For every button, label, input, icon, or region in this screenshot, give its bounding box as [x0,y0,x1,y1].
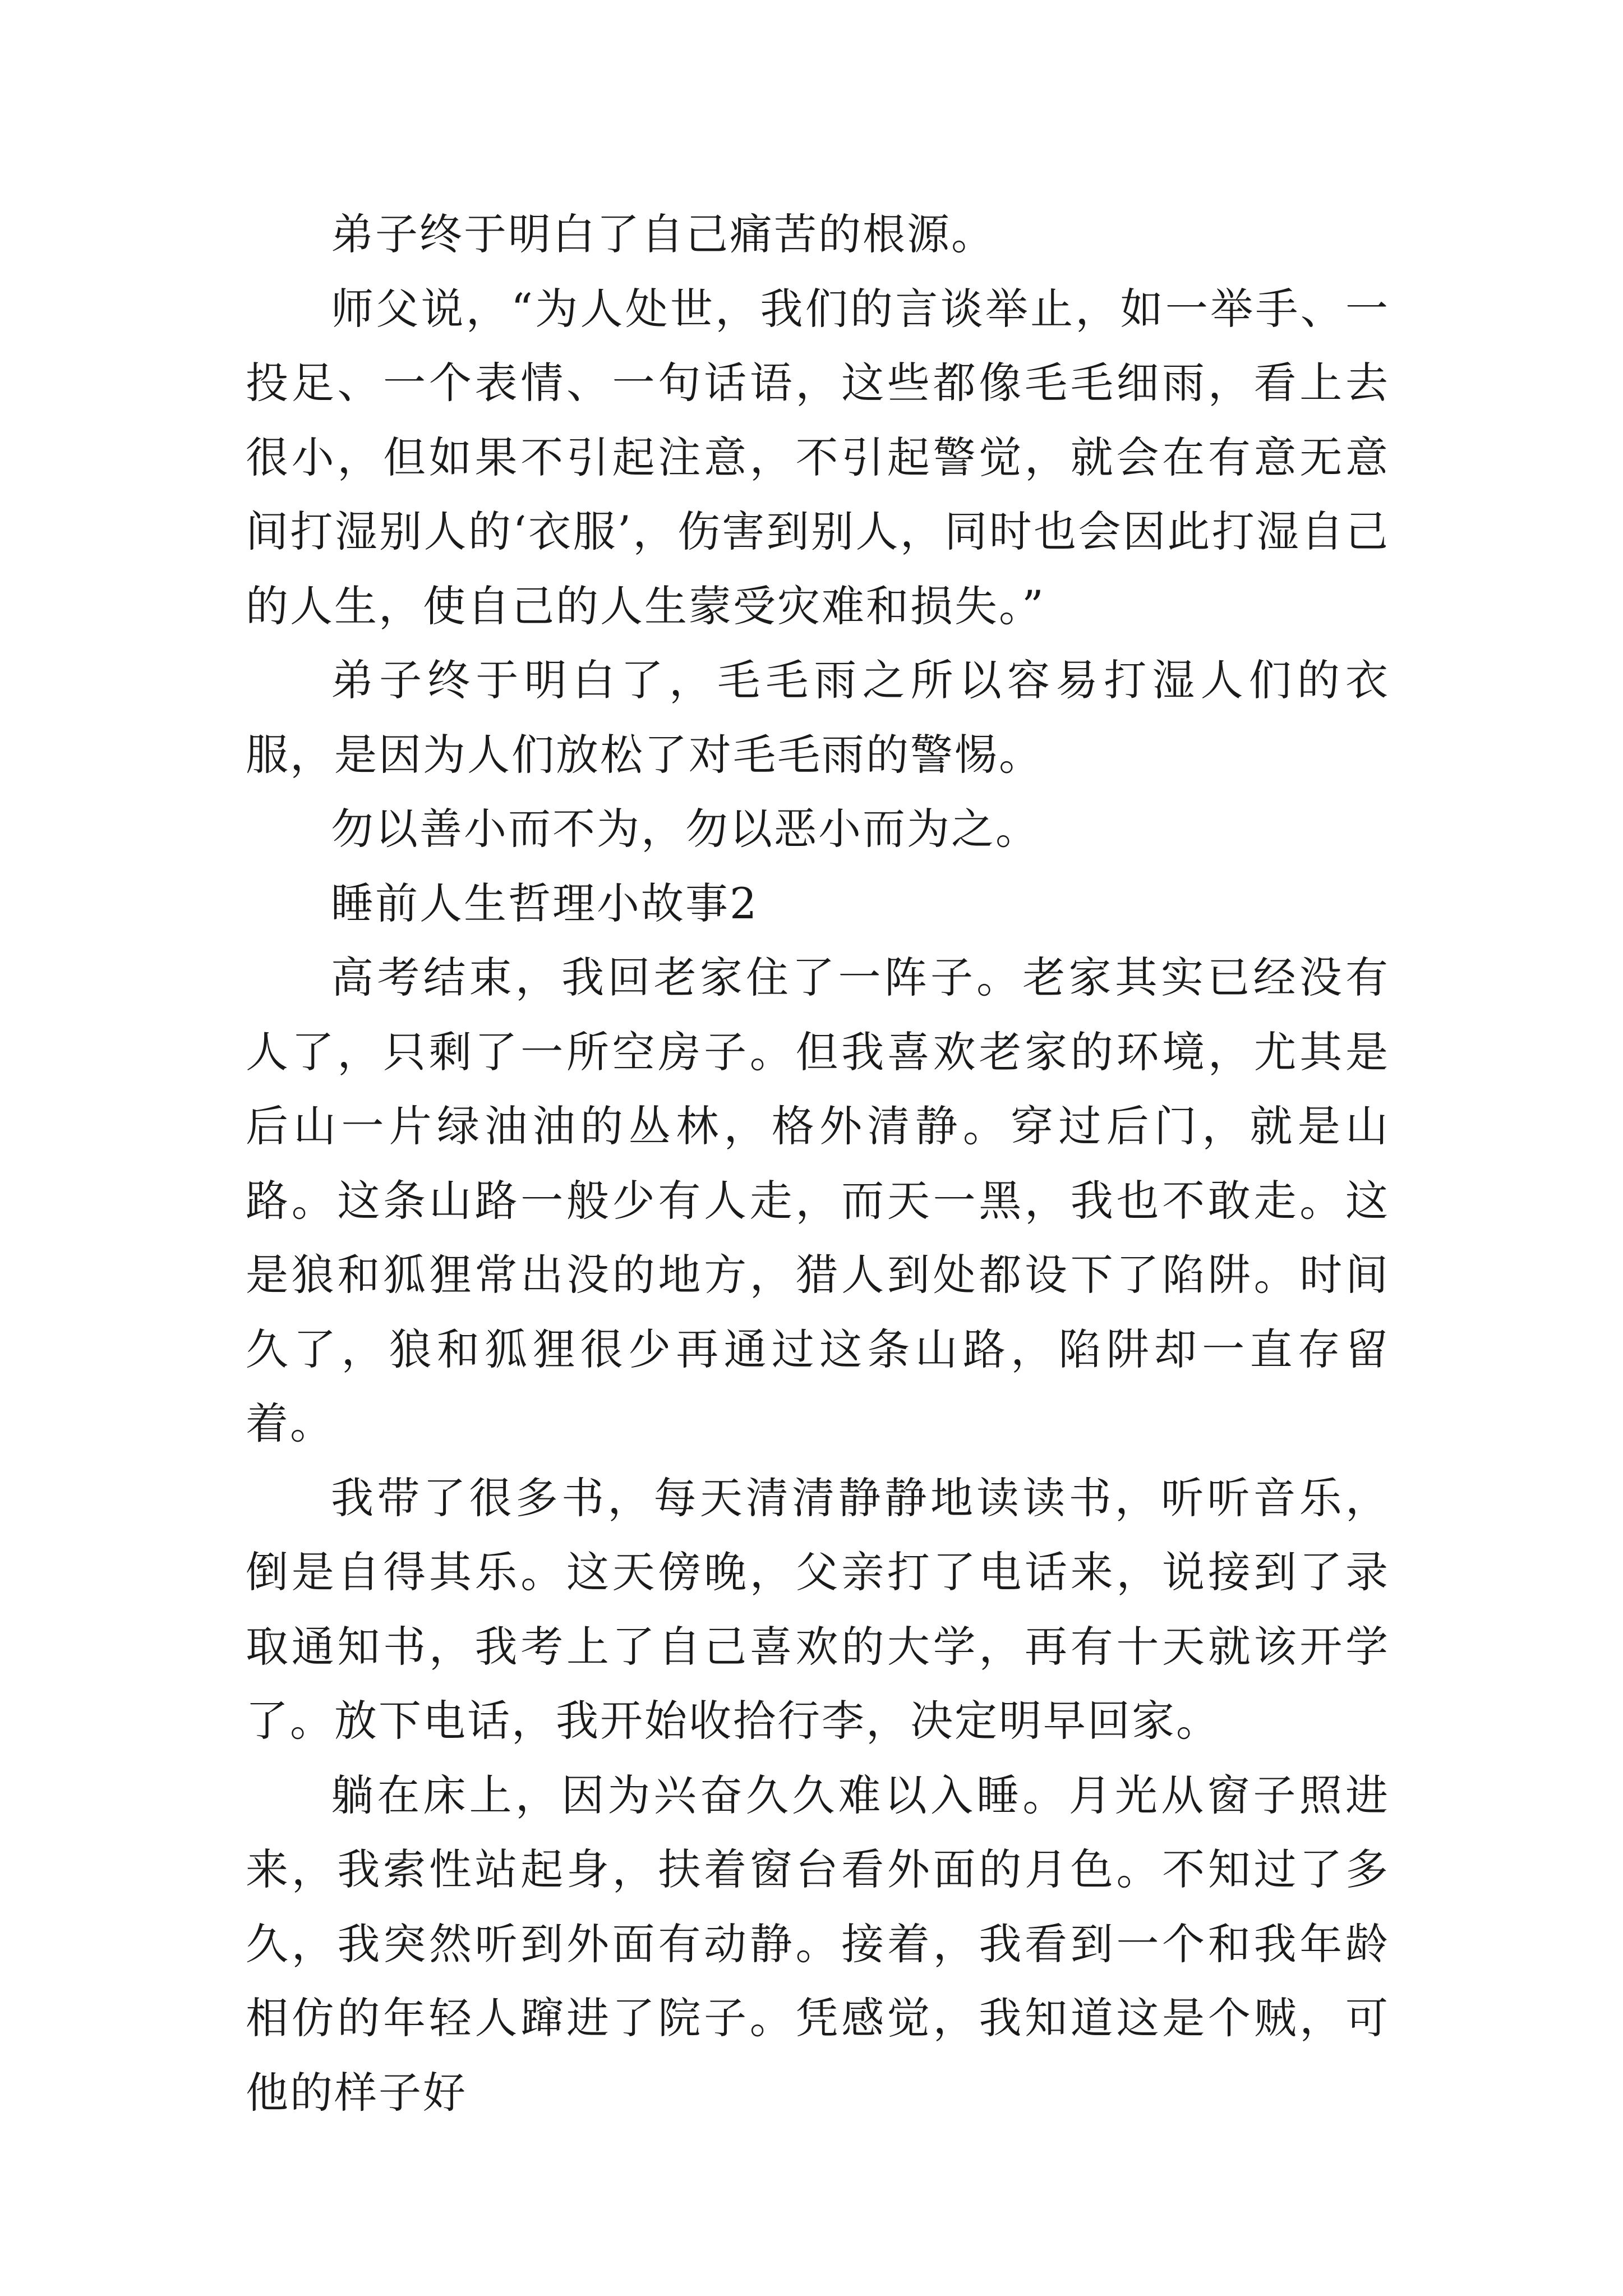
paragraph-2: 师父说，“为人处世，我们的言谈举止，如一举手、一投足、一个表情、一句话语，这些都像毛毛细雨，看上去很小，但如果不引起注意，不引起警觉，就会在有意无意间打湿别人的‘衣服’，伤害到别人，同时也会因此打湿自己的人生，使自己的人生蒙受灾难和损失。” [246,283,1390,631]
paragraph-5: 高考结束，我回老家住了一阵子。老家其实已经没有人了，只剩了一所空房子。但我喜欢老家的环境，尤其是后山一片绿油油的丛林，格外清静。穿过后门，就是山路。这条山路一般少有人走，而天一黑，我也不敢走。这是狼和狐狸常出没的地方，猎人到处都设下了陷阱。时间久了，狼和狐狸很少再通过这条山路，陷阱却一直存留着。 [246,953,1390,1448]
paragraph-3: 弟子终于明白了，毛毛雨之所以容易打湿人们的衣服，是因为人们放松了对毛毛雨的警惕。 [246,655,1390,780]
paragraph-7: 躺在床上，因为兴奋久久难以入睡。月光从窗子照进来，我索性站起身，扶着窗台看外面的月色。不知过了多久，我突然听到外面有动静。接着，我看到一个和我年龄相仿的年轻人蹿进了院子。凭感觉，我知道这是个贼，可他的样子好 [246,1770,1390,2118]
section-heading: 睡前人生哲理小故事2 [331,878,759,928]
paragraph-1: 弟子终于明白了自己痛苦的根源。 [331,209,995,259]
paragraph-4: 勿以善小而不为，勿以恶小而为之。 [331,804,1040,854]
document-body [246,197,1390,2130]
paragraph-6: 我带了很多书，每天清清静静地读读书，听听音乐，倒是自得其乐。这天傍晚，父亲打了电话来，说接到了录取通知书，我考上了自己喜欢的大学，再有十天就该开学了。放下电话，我开始收拾行李，决定明早回家。 [246,1473,1390,1746]
